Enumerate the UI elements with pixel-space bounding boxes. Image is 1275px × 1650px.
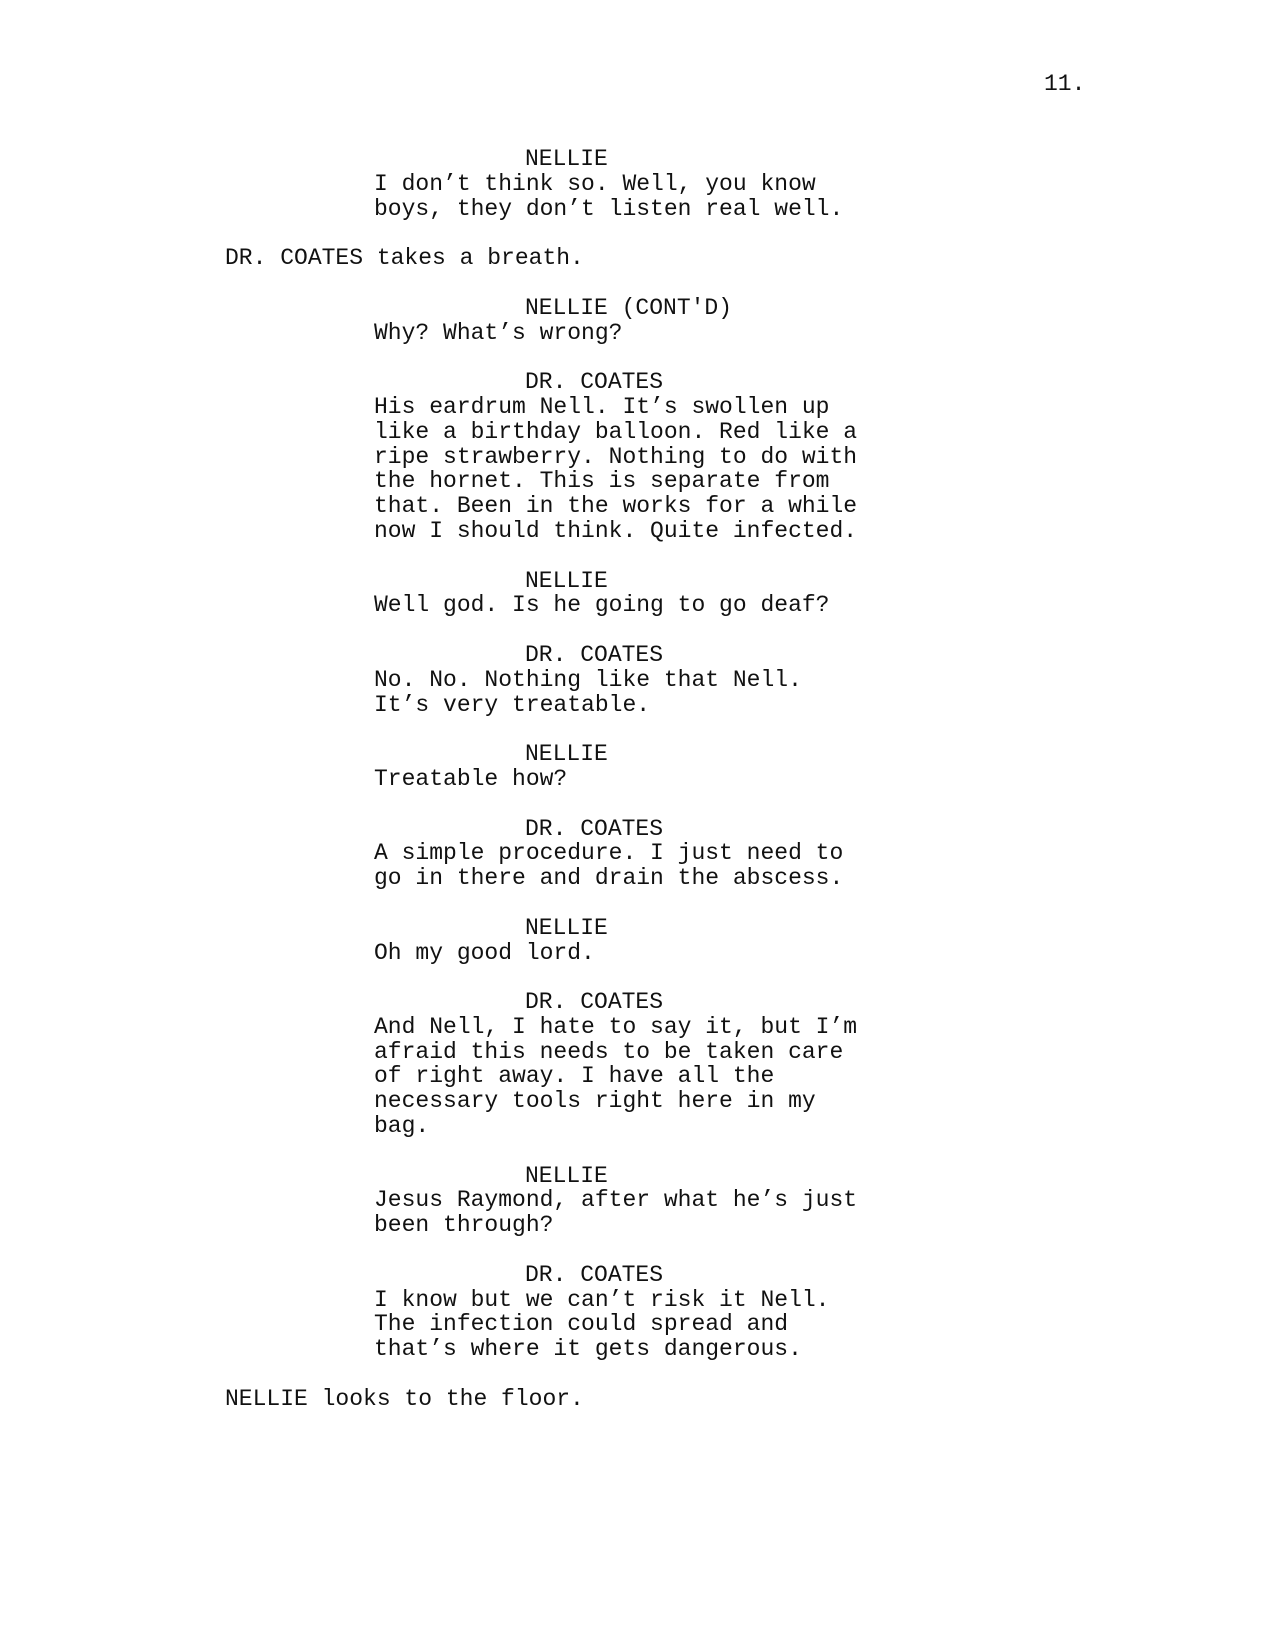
character-line: NELLIE [525, 741, 608, 768]
dialogue-line: like a birthday balloon. Red like a [374, 418, 858, 445]
dialogue-line: afraid this needs to be taken care [374, 1038, 844, 1065]
action-line: NELLIE looks to the floor. [225, 1385, 584, 1412]
page-number: 11. [1044, 71, 1086, 97]
dialogue-block [0, 767, 1275, 792]
dialogue-line: now I should think. Quite infected. [374, 517, 858, 544]
blank-line [0, 1139, 1275, 1164]
character-cue [0, 1164, 1275, 1189]
character-line: NELLIE [525, 146, 608, 172]
blank-line [0, 717, 1275, 742]
character-line: DR. COATES [525, 815, 664, 842]
dialogue-block [0, 172, 1275, 222]
character-line: DR. COATES [525, 989, 664, 1016]
dialogue-line: I don’t think so. Well, you know [374, 170, 816, 197]
character-cue [0, 643, 1275, 668]
character-cue [0, 990, 1275, 1015]
dialogue-line: I know but we can’t risk it Nell. [374, 1286, 830, 1313]
character-line: NELLIE [525, 567, 608, 594]
dialogue-line: bag. [374, 1113, 430, 1140]
action-line [0, 246, 1275, 271]
character-line: DR. COATES [525, 1261, 664, 1288]
dialogue-line: Why? What’s wrong? [374, 319, 623, 346]
dialogue-line: It’s very treatable. [374, 691, 651, 718]
blank-line [0, 221, 1275, 246]
character-cue [0, 742, 1275, 767]
blank-line [0, 792, 1275, 817]
dialogue-line: And Nell, I hate to say it, but I’m [374, 1013, 858, 1040]
dialogue-block [0, 1188, 1275, 1238]
dialogue-line: that. Been in the works for a while [374, 493, 858, 520]
dialogue-line: The infection could spread and [374, 1311, 789, 1338]
dialogue-block [0, 321, 1275, 346]
dialogue-line: Well god. Is he going to go deaf? [374, 592, 830, 619]
character-cue [0, 296, 1275, 321]
dialogue-line: been through? [374, 1212, 554, 1239]
dialogue-line: that’s where it gets dangerous. [374, 1336, 802, 1363]
dialogue-line: boys, they don’t listen real well. [374, 195, 844, 222]
dialogue-block [0, 668, 1275, 718]
blank-line [0, 618, 1275, 643]
character-line: DR. COATES [525, 369, 664, 396]
dialogue-line: Treatable how? [374, 765, 568, 792]
dialogue-line: go in there and drain the abscess. [374, 865, 844, 892]
dialogue-line: His eardrum Nell. It’s swollen up [374, 393, 830, 420]
character-cue [0, 370, 1275, 395]
action-line: DR. COATES takes a breath. [225, 245, 584, 272]
blank-line [0, 891, 1275, 916]
dialogue-line: Jesus Raymond, after what he’s just [374, 1187, 858, 1214]
dialogue-block [0, 395, 1275, 544]
blank-line [0, 965, 1275, 990]
character-cue [0, 147, 1275, 172]
blank-line [0, 271, 1275, 296]
dialogue-line: ripe strawberry. Nothing to do with [374, 443, 858, 470]
screenplay-body [0, 147, 1275, 1412]
dialogue-line: A simple procedure. I just need to [374, 840, 844, 867]
character-cue [0, 916, 1275, 941]
dialogue-block [0, 841, 1275, 891]
dialogue-line: No. No. Nothing like that Nell. [374, 666, 802, 693]
blank-line [0, 1238, 1275, 1263]
dialogue-block [0, 1015, 1275, 1139]
dialogue-line: the hornet. This is separate from [374, 468, 830, 495]
dialogue-block [0, 593, 1275, 618]
character-line: DR. COATES [525, 641, 664, 668]
dialogue-block [0, 941, 1275, 966]
character-line: NELLIE [525, 1162, 608, 1189]
dialogue-line: Oh my good lord. [374, 939, 595, 966]
action-line [0, 1387, 1275, 1412]
blank-line [0, 345, 1275, 370]
character-cue [0, 817, 1275, 842]
character-cue [0, 1263, 1275, 1288]
dialogue-line: necessary tools right here in my [374, 1088, 816, 1115]
character-line: NELLIE (CONT'D) [525, 294, 733, 321]
blank-line [0, 1362, 1275, 1387]
character-line: NELLIE [525, 914, 608, 941]
blank-line [0, 544, 1275, 569]
dialogue-block [0, 1288, 1275, 1362]
dialogue-line: of right away. I have all the [374, 1063, 775, 1090]
character-cue [0, 569, 1275, 594]
